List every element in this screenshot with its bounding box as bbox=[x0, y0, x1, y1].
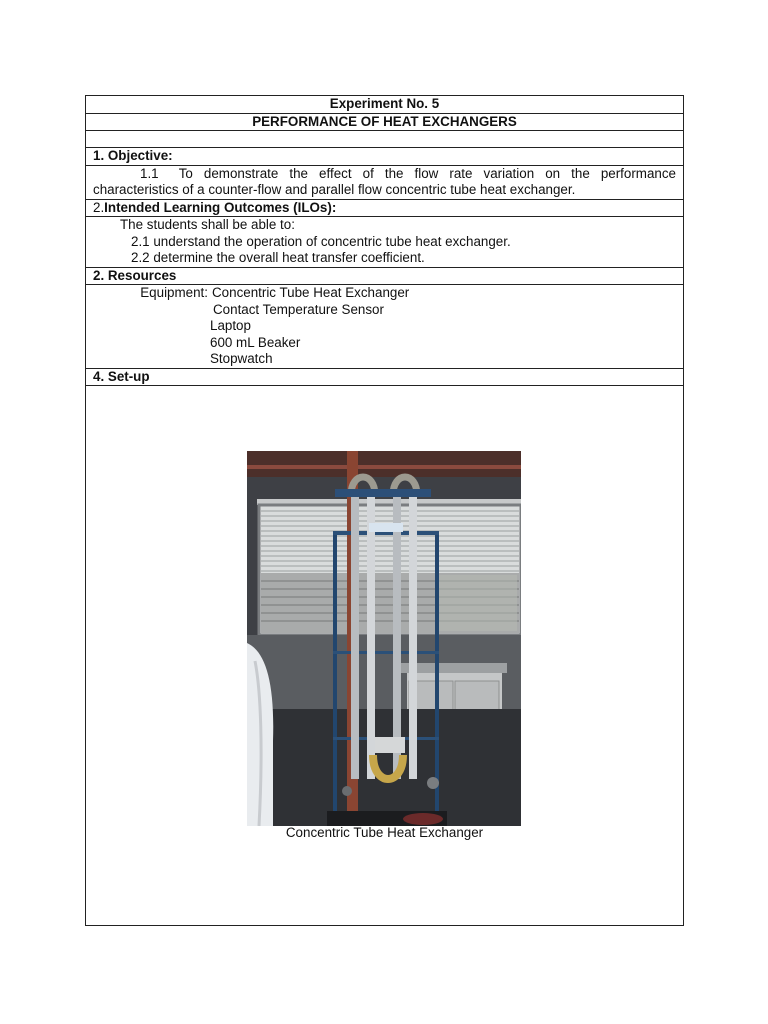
resources-body bbox=[86, 285, 683, 369]
resource-line-2 bbox=[93, 302, 676, 319]
resource-item: 600 mL Beaker bbox=[210, 334, 301, 350]
setup-body bbox=[86, 386, 683, 925]
experiment-number: Experiment No. 5 bbox=[86, 96, 683, 114]
ilo-item-2: 2.2 determine the overall heat transfer coefficient. bbox=[131, 250, 425, 265]
ilo-item-1: 2.1 understand the operation of concentric tube heat exchanger. bbox=[131, 233, 511, 249]
objective-heading: 1. Objective: bbox=[86, 148, 683, 166]
resource-line-4 bbox=[93, 335, 676, 352]
setup-heading: 4. Set-up bbox=[86, 369, 683, 387]
objective-text: 1.1 To demonstrate the effect of the flow rate variation on the performance characteristics of a counter-flow and parallel flow concentric tube heat exchanger. bbox=[86, 166, 683, 200]
blank-row bbox=[86, 131, 683, 148]
resource-item: Contact Temperature Sensor bbox=[213, 301, 384, 317]
heat-exchanger-photo bbox=[247, 451, 521, 826]
resources-heading: 2. Resources bbox=[86, 268, 683, 286]
ilos-heading-prefix: 2. bbox=[93, 199, 105, 215]
resource-item: Laptop bbox=[210, 318, 251, 333]
ilos-body bbox=[86, 217, 683, 268]
experiment-title: PERFORMANCE OF HEAT EXCHANGERS bbox=[86, 114, 683, 132]
ilos-heading-text: Intended Learning Outcomes (ILOs): bbox=[104, 199, 337, 215]
resource-line-3 bbox=[93, 318, 676, 335]
resource-line-1 bbox=[93, 285, 676, 302]
ilos-heading bbox=[86, 200, 683, 218]
ilos-intro: The students shall be able to: bbox=[120, 217, 295, 232]
resource-item: Concentric Tube Heat Exchanger bbox=[212, 285, 410, 300]
photo-caption: Concentric Tube Heat Exchanger bbox=[285, 825, 484, 840]
equipment-label: Equipment: bbox=[140, 285, 208, 300]
resource-line-5 bbox=[93, 351, 676, 368]
resource-item: Stopwatch bbox=[210, 351, 273, 366]
experiment-sheet-table bbox=[85, 95, 684, 926]
